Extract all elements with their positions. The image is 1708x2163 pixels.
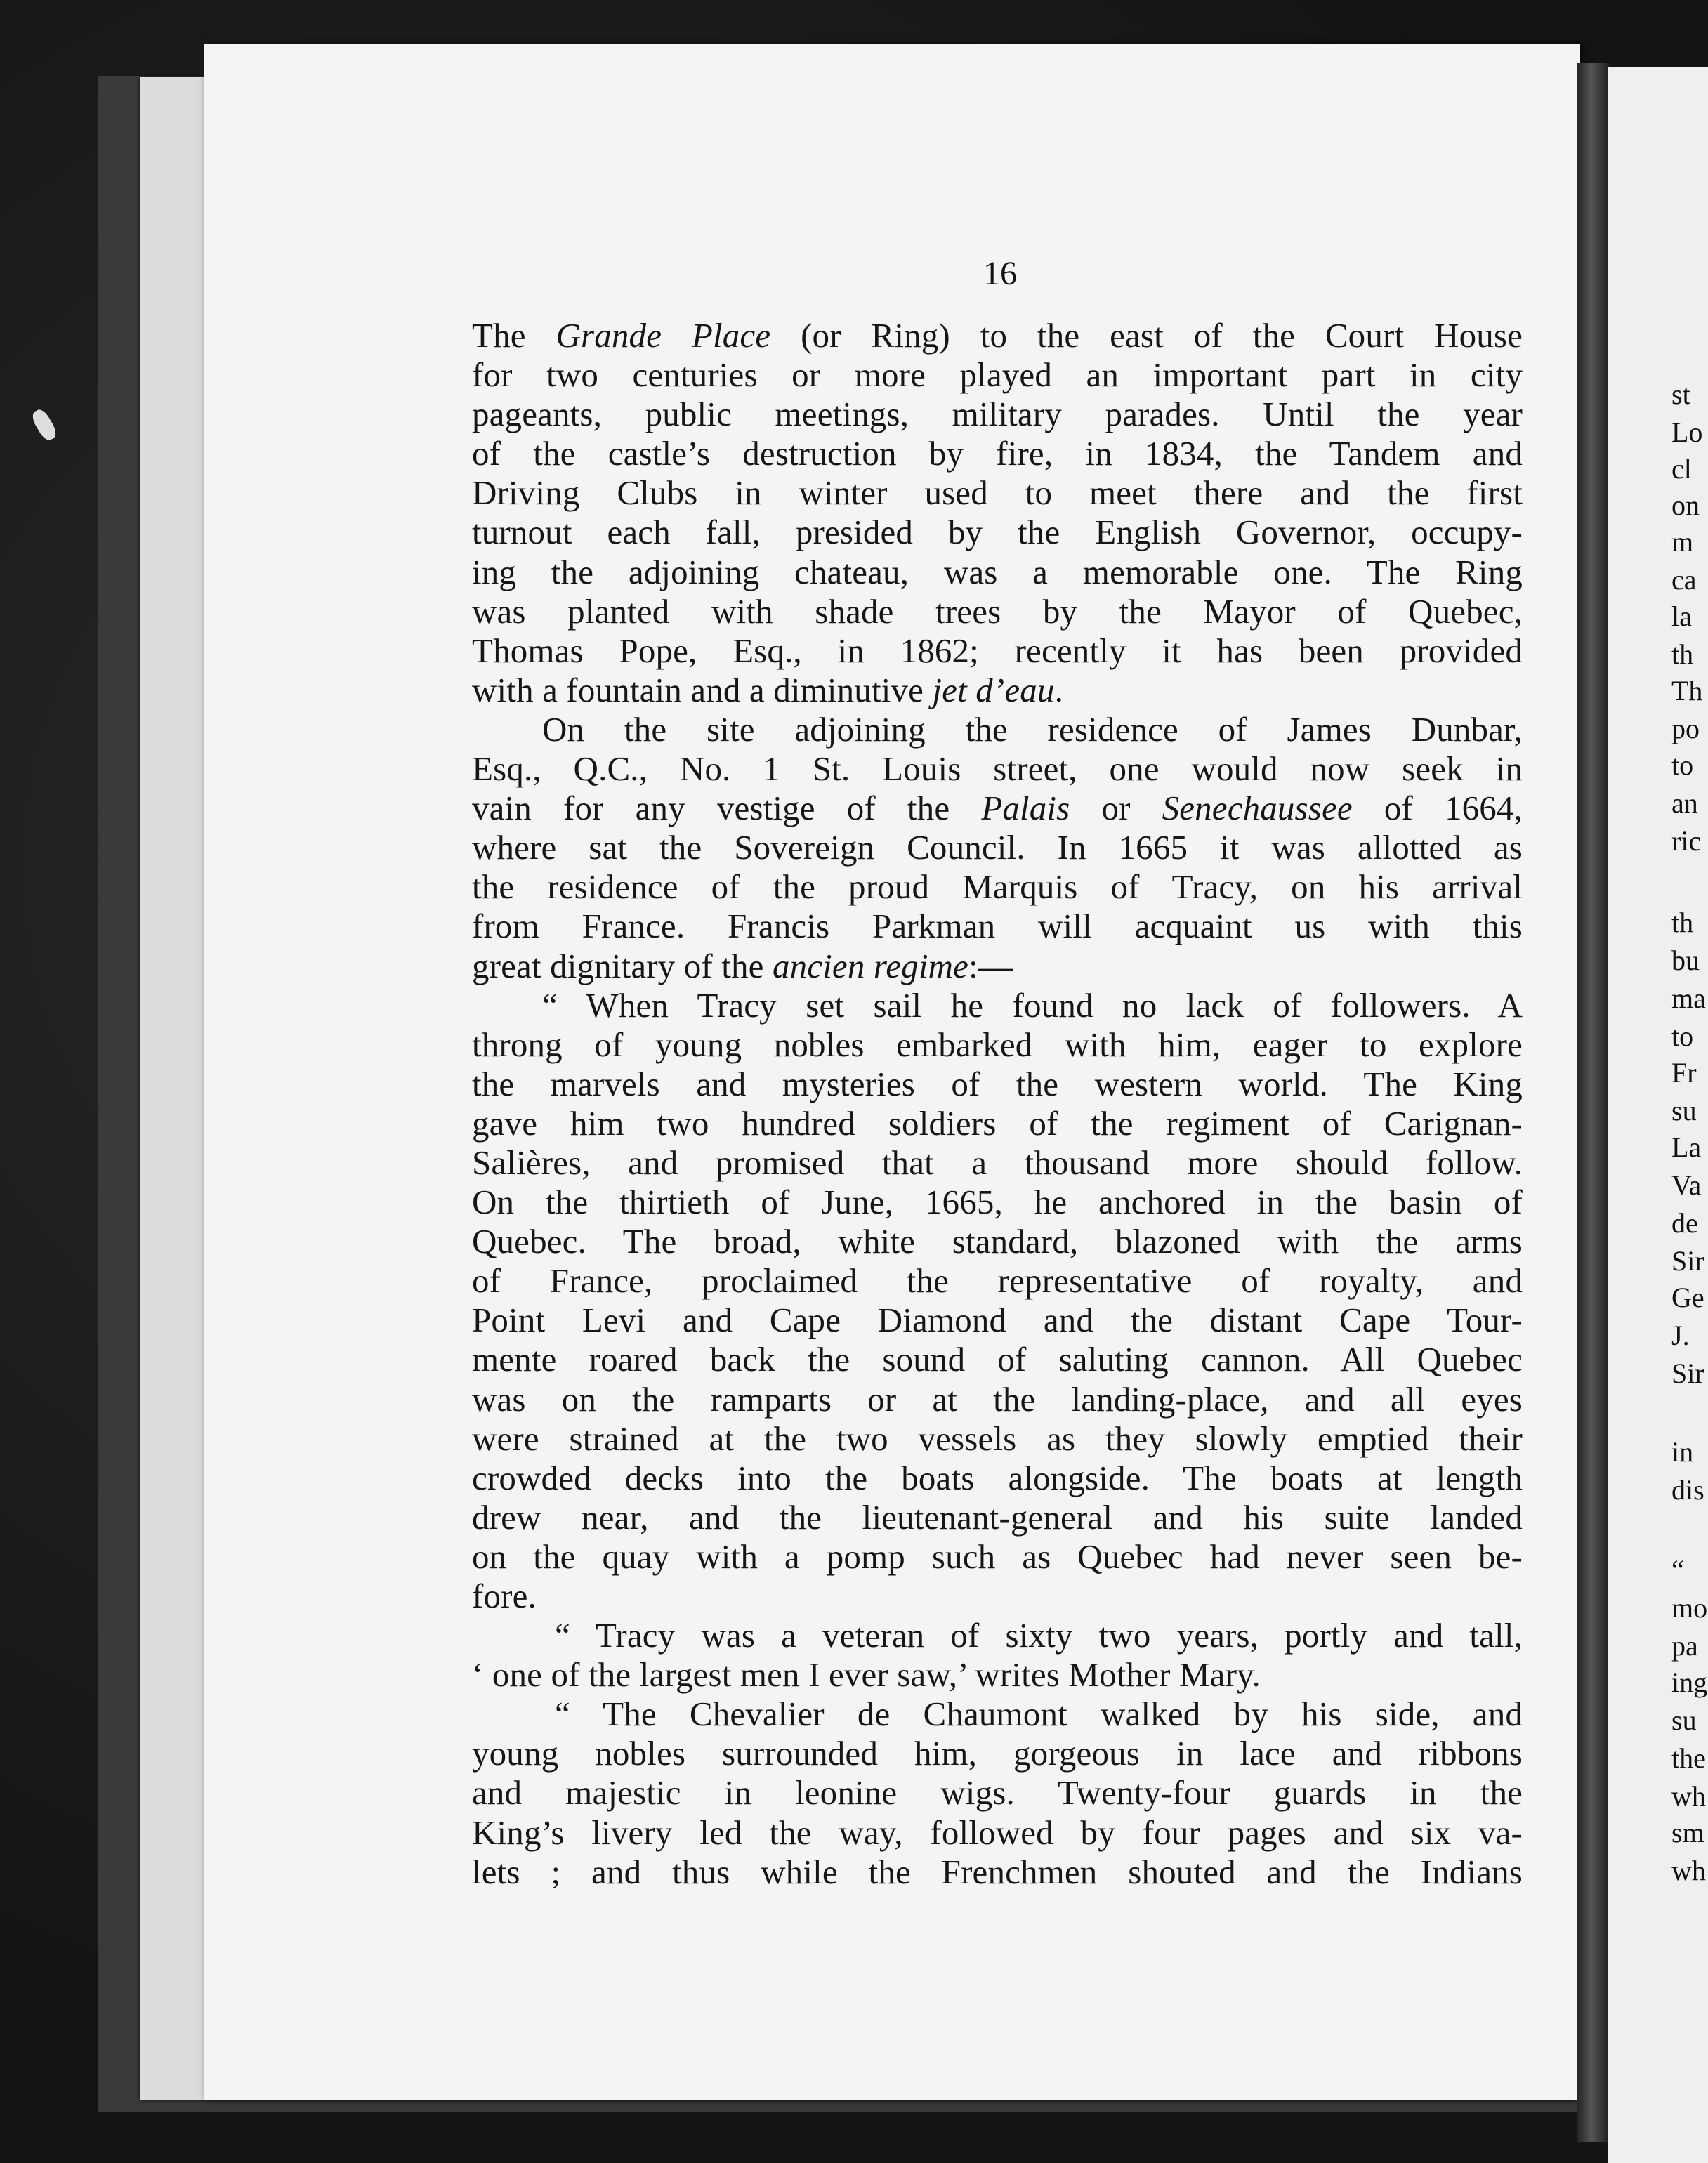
right-page-fragment: Sir [1671,1357,1704,1389]
text-line: Quebec. The broad, white standard, blazoned with the arms [472,1222,1523,1261]
text-line: the marvels and mysteries of the western world. The King [472,1064,1523,1103]
text-line: of France, proclaimed the representative of royalty, and [472,1261,1523,1301]
right-page-fragment: po [1671,713,1700,744]
right-page-fragment: su [1671,1704,1697,1736]
text-line: the residence of the proud Marquis of Tracy, on his arrival [472,867,1523,907]
right-page-fragment: st [1671,379,1690,410]
right-page-fragment: ca [1671,564,1697,596]
right-page-fragment: cl [1671,453,1692,485]
page-body-text [472,316,1523,1892]
text-line: young nobles surrounded him, gorgeous in lace and ribbons [472,1734,1523,1773]
right-page-fragment: Sir [1671,1245,1704,1277]
text-line: “ Tracy was a veteran of sixty two years, portly and tall, [555,1616,1523,1655]
right-page-fragment: La [1671,1131,1702,1163]
text-line: turnout each fall, presided by the English Governor, occupy- [472,513,1523,552]
right-page-fragment: to [1671,749,1694,781]
text-line: from France. Francis Parkman will acquaint us with this [472,907,1523,946]
right-page-fragment: ric [1671,825,1702,857]
text-line: gave him two hundred soldiers of the regiment of Carignan- [472,1103,1523,1143]
right-page-fragment: th [1671,907,1694,938]
text-line: vain for any vestige of the Palais or Senechaussee of 1664, [472,789,1523,828]
right-page-fragment: in [1671,1436,1694,1468]
text-line: Thomas Pope, Esq., in 1862; recently it has been provided [472,631,1523,670]
right-page-fragment: ing [1671,1666,1708,1698]
text-line: crowded decks into the boats alongside. The boats at length [472,1458,1523,1497]
right-page-fragment: ma [1671,982,1706,1014]
right-page-fragment: sm [1671,1817,1704,1848]
right-page-fragment: Fr [1671,1057,1697,1089]
text-line: Esq., Q.C., No. 1 St. Louis street, one would now seek in [472,749,1523,789]
right-page-fragment: the [1671,1742,1706,1774]
right-page-fragment: bu [1671,945,1700,976]
right-page-fragment: su [1671,1095,1697,1126]
text-line: On the site adjoining the residence of James Dunbar, [542,709,1523,749]
right-page-fragment: de [1671,1207,1698,1239]
text-line: Point Levi and Cape Diamond and the distant Cape Tour- [472,1301,1523,1340]
right-page-fragment: Ge [1671,1282,1704,1313]
text-line: for two centuries or more played an important part in city [472,355,1523,395]
text-line: on the quay with a pomp such as Quebec had never seen be- [472,1537,1523,1576]
text-line: fore. [472,1577,537,1615]
right-page-fragment: Lo [1671,416,1703,448]
text-line: and majestic in leonine wigs. Twenty-four guards in the [472,1773,1523,1813]
text-line: Salières, and promised that a thousand more should follow. [472,1143,1523,1182]
right-page-fragment: mo [1671,1592,1708,1624]
page-number: 16 [983,255,1017,292]
text-line: pageants, public meetings, military parades. Until the year [472,395,1523,434]
text-line: was planted with shade trees by the Mayor of Quebec, [472,591,1523,631]
text-line: with a fountain and a diminutive jet d’eau. [472,670,1063,709]
right-page-fragment: J. [1671,1320,1690,1351]
text-line: On the thirtieth of June, 1665, he anchored in the basin of [472,1183,1523,1222]
right-page-fragment: wh [1671,1855,1706,1886]
right-page-fragment: “ [1671,1554,1684,1586]
text-line: ‘ one of the largest men I ever saw,’ writes Mother Mary. [472,1655,1261,1695]
right-page-fragment: dis [1671,1474,1704,1506]
text-line: Driving Clubs in winter used to meet there and the first [472,473,1523,513]
text-line: was on the ramparts or at the landing-place, and all eyes [472,1379,1523,1419]
text-line: throng of young nobles embarked with him, eager to explore [472,1025,1523,1064]
right-page-fragment: m [1671,526,1694,558]
text-line: The Grande Place (or Ring) to the east of the Court House [472,316,1523,355]
text-line: King’s livery led the way, followed by four pages and six va- [472,1813,1523,1852]
right-page-fragment: th [1671,638,1694,670]
text-line: of the castle’s destruction by fire, in 1834, the Tandem and [472,434,1523,473]
right-page-fragment: la [1671,600,1692,632]
right-page-fragment: wh [1671,1780,1706,1812]
right-page-fragment: pa [1671,1630,1698,1662]
text-line: “ When Tracy set sail he found no lack of followers. A [542,985,1523,1025]
text-line: drew near, and the lieutenant-general and his suite landed [472,1497,1523,1537]
right-page-fragment: Th [1671,675,1703,706]
right-page-fragment: an [1671,787,1698,819]
right-page-fragment: to [1671,1020,1694,1052]
text-line: great dignitary of the ancien regime:— [472,946,1013,985]
text-line: ing the adjoining chateau, was a memorable one. The Ring [472,552,1523,591]
text-line: mente roared back the sound of saluting cannon. All Quebec [472,1340,1523,1379]
text-line: were strained at the two vessels as they slowly emptied their [472,1419,1523,1458]
text-line: lets ; and thus while the Frenchmen shouted and the Indians [472,1852,1523,1891]
text-line: “ The Chevalier de Chaumont walked by his side, and [555,1695,1523,1734]
text-line: where sat the Sovereign Council. In 1665 it was allotted as [472,828,1523,867]
right-page-fragment: on [1671,489,1700,521]
right-page-fragment: Va [1671,1169,1702,1201]
